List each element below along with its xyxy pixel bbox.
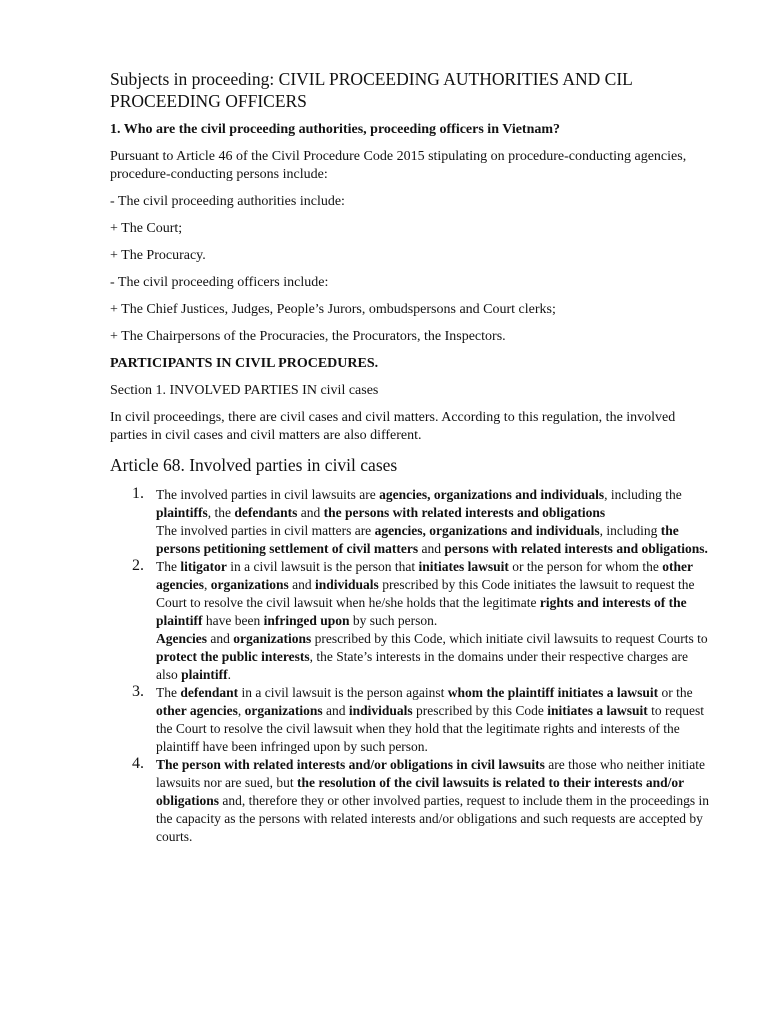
text-run: and, therefore they or other involved parties, request to include them in the proceedings in the capacity as the persons with related interests and/or obligations and such requests are accepted by courts.: [156, 793, 709, 844]
item-paragraph: [156, 486, 712, 522]
bold-text: other agencies: [156, 559, 693, 592]
bold-text: infringed upon: [263, 613, 350, 628]
bold-text: the resolution of the civil lawsuits is related to their interests and/or obligations: [156, 775, 684, 808]
text-run: , the State’s interests in the domains under their respective charges are also: [156, 649, 688, 682]
bold-text: persons with related interests and obligations.: [444, 541, 708, 556]
text-run: prescribed by this Code: [412, 703, 548, 718]
text-run: and: [418, 541, 445, 556]
text-run: and: [297, 505, 324, 520]
text-run: in a civil lawsuit is the person against: [238, 685, 448, 700]
text-run: and: [288, 577, 316, 592]
bold-text: defendant: [180, 685, 239, 700]
text-run: prescribed by this Code, which initiate civil lawsuits to request Courts to: [311, 631, 708, 646]
list-line: - The civil proceeding authorities include:: [110, 194, 345, 209]
list-line: + The Chairpersons of the Procuracies, the Procurators, the Inspectors.: [110, 329, 506, 344]
item-number: 3.: [132, 683, 144, 700]
text-run: have been: [202, 613, 264, 628]
item-paragraph: [156, 558, 712, 630]
text-run: .: [227, 667, 232, 682]
bold-text: initiates lawsuit: [418, 559, 509, 574]
bold-text: the persons petitioning settlement of civil matters: [156, 523, 679, 556]
text-run: by such person.: [349, 613, 438, 628]
text-run: The involved parties in civil lawsuits are: [156, 487, 380, 502]
bold-text: individuals: [348, 703, 413, 718]
bold-text: the persons with related interests and obligations: [323, 505, 606, 520]
article-item: [110, 558, 712, 684]
item-number: 1.: [132, 485, 144, 502]
text-run: The: [156, 559, 181, 574]
bold-text: organizations: [244, 703, 323, 718]
text-run: The involved parties in civil matters are: [156, 523, 375, 538]
item-number: 2.: [132, 557, 144, 574]
text-run: ,: [237, 703, 245, 718]
article-heading: Article 68. Involved parties in civil cases: [110, 455, 398, 475]
text-run: or the: [658, 685, 693, 700]
bold-text: organizations: [233, 631, 312, 646]
list-line: + The Chief Justices, Judges, People’s Jurors, ombudspersons and Court clerks;: [110, 302, 556, 317]
text-run: in a civil lawsuit is the person that: [226, 559, 419, 574]
text-run: , including: [599, 523, 661, 538]
text-run: and: [207, 631, 234, 646]
participants-heading: PARTICIPANTS IN CIVIL PROCEDURES.: [110, 356, 379, 371]
text-run: , the: [207, 505, 235, 520]
bold-text: agencies, organizations and individuals: [379, 487, 605, 502]
text-run: and: [322, 703, 349, 718]
bold-text: other agencies: [156, 703, 238, 718]
item-number: 4.: [132, 755, 144, 772]
list-line: - The civil proceeding officers include:: [110, 275, 329, 290]
item-paragraph: [156, 684, 712, 756]
item-paragraph: [156, 756, 712, 846]
document-title: Subjects in proceeding: CIVIL PROCEEDING AUTHORITIES AND CIL PROCEEDING OFFICERS: [110, 69, 633, 111]
article-item: [110, 756, 712, 846]
intro-paragraph: Pursuant to Article 46 of the Civil Procedure Code 2015 stipulating on procedure-conducting agencies, procedure-conducting persons include:: [110, 149, 687, 182]
text-run: or the person for whom the: [508, 559, 663, 574]
item-paragraph: [156, 630, 712, 684]
text-run: , including the: [604, 487, 682, 502]
bold-text: protect the public interests: [156, 649, 310, 664]
list-line: + The Court;: [110, 221, 183, 236]
bold-text: rights and interests of the plaintiff: [156, 595, 687, 628]
section-heading: Section 1. INVOLVED PARTIES IN civil cases: [110, 383, 379, 398]
bold-text: Agencies: [156, 631, 207, 646]
article-item-list: [110, 486, 712, 846]
bold-text: whom the plaintiff initiates a lawsuit: [447, 685, 659, 700]
item-paragraph: [156, 522, 712, 558]
text-run: prescribed by this Code initiates the lawsuit to request the Court to resolve the civil lawsuit when he/she holds that the legitimate: [156, 577, 695, 610]
bold-text: The person with related interests and/or obligations in civil lawsuits: [156, 757, 545, 772]
text-run: are those who neither initiate lawsuits nor are sued, but: [156, 757, 705, 790]
bold-text: agencies, organizations and individuals: [374, 523, 600, 538]
list-line: + The Procuracy.: [110, 248, 206, 263]
text-run: ,: [204, 577, 211, 592]
text-run: The: [156, 685, 181, 700]
bold-text: defendants: [234, 505, 298, 520]
question-heading: 1. Who are the civil proceeding authorities, proceeding officers in Vietnam?: [110, 122, 561, 137]
bold-text: organizations: [210, 577, 289, 592]
bold-text: plaintiff: [181, 667, 228, 682]
bold-text: individuals: [315, 577, 379, 592]
article-item: [110, 486, 712, 558]
article-item: [110, 684, 712, 756]
text-run: to request the Court to resolve the civil lawsuit when they hold that the legitimate rights and interests of the plaintiff have been infringed upon by such person.: [156, 703, 705, 754]
bold-text: litigator: [180, 559, 227, 574]
section-paragraph: In civil proceedings, there are civil cases and civil matters. According to this regulation, the involved parties in civil cases and civil matters are also different.: [110, 410, 676, 443]
bold-text: plaintiffs: [156, 505, 208, 520]
bold-text: initiates a lawsuit: [547, 703, 648, 718]
